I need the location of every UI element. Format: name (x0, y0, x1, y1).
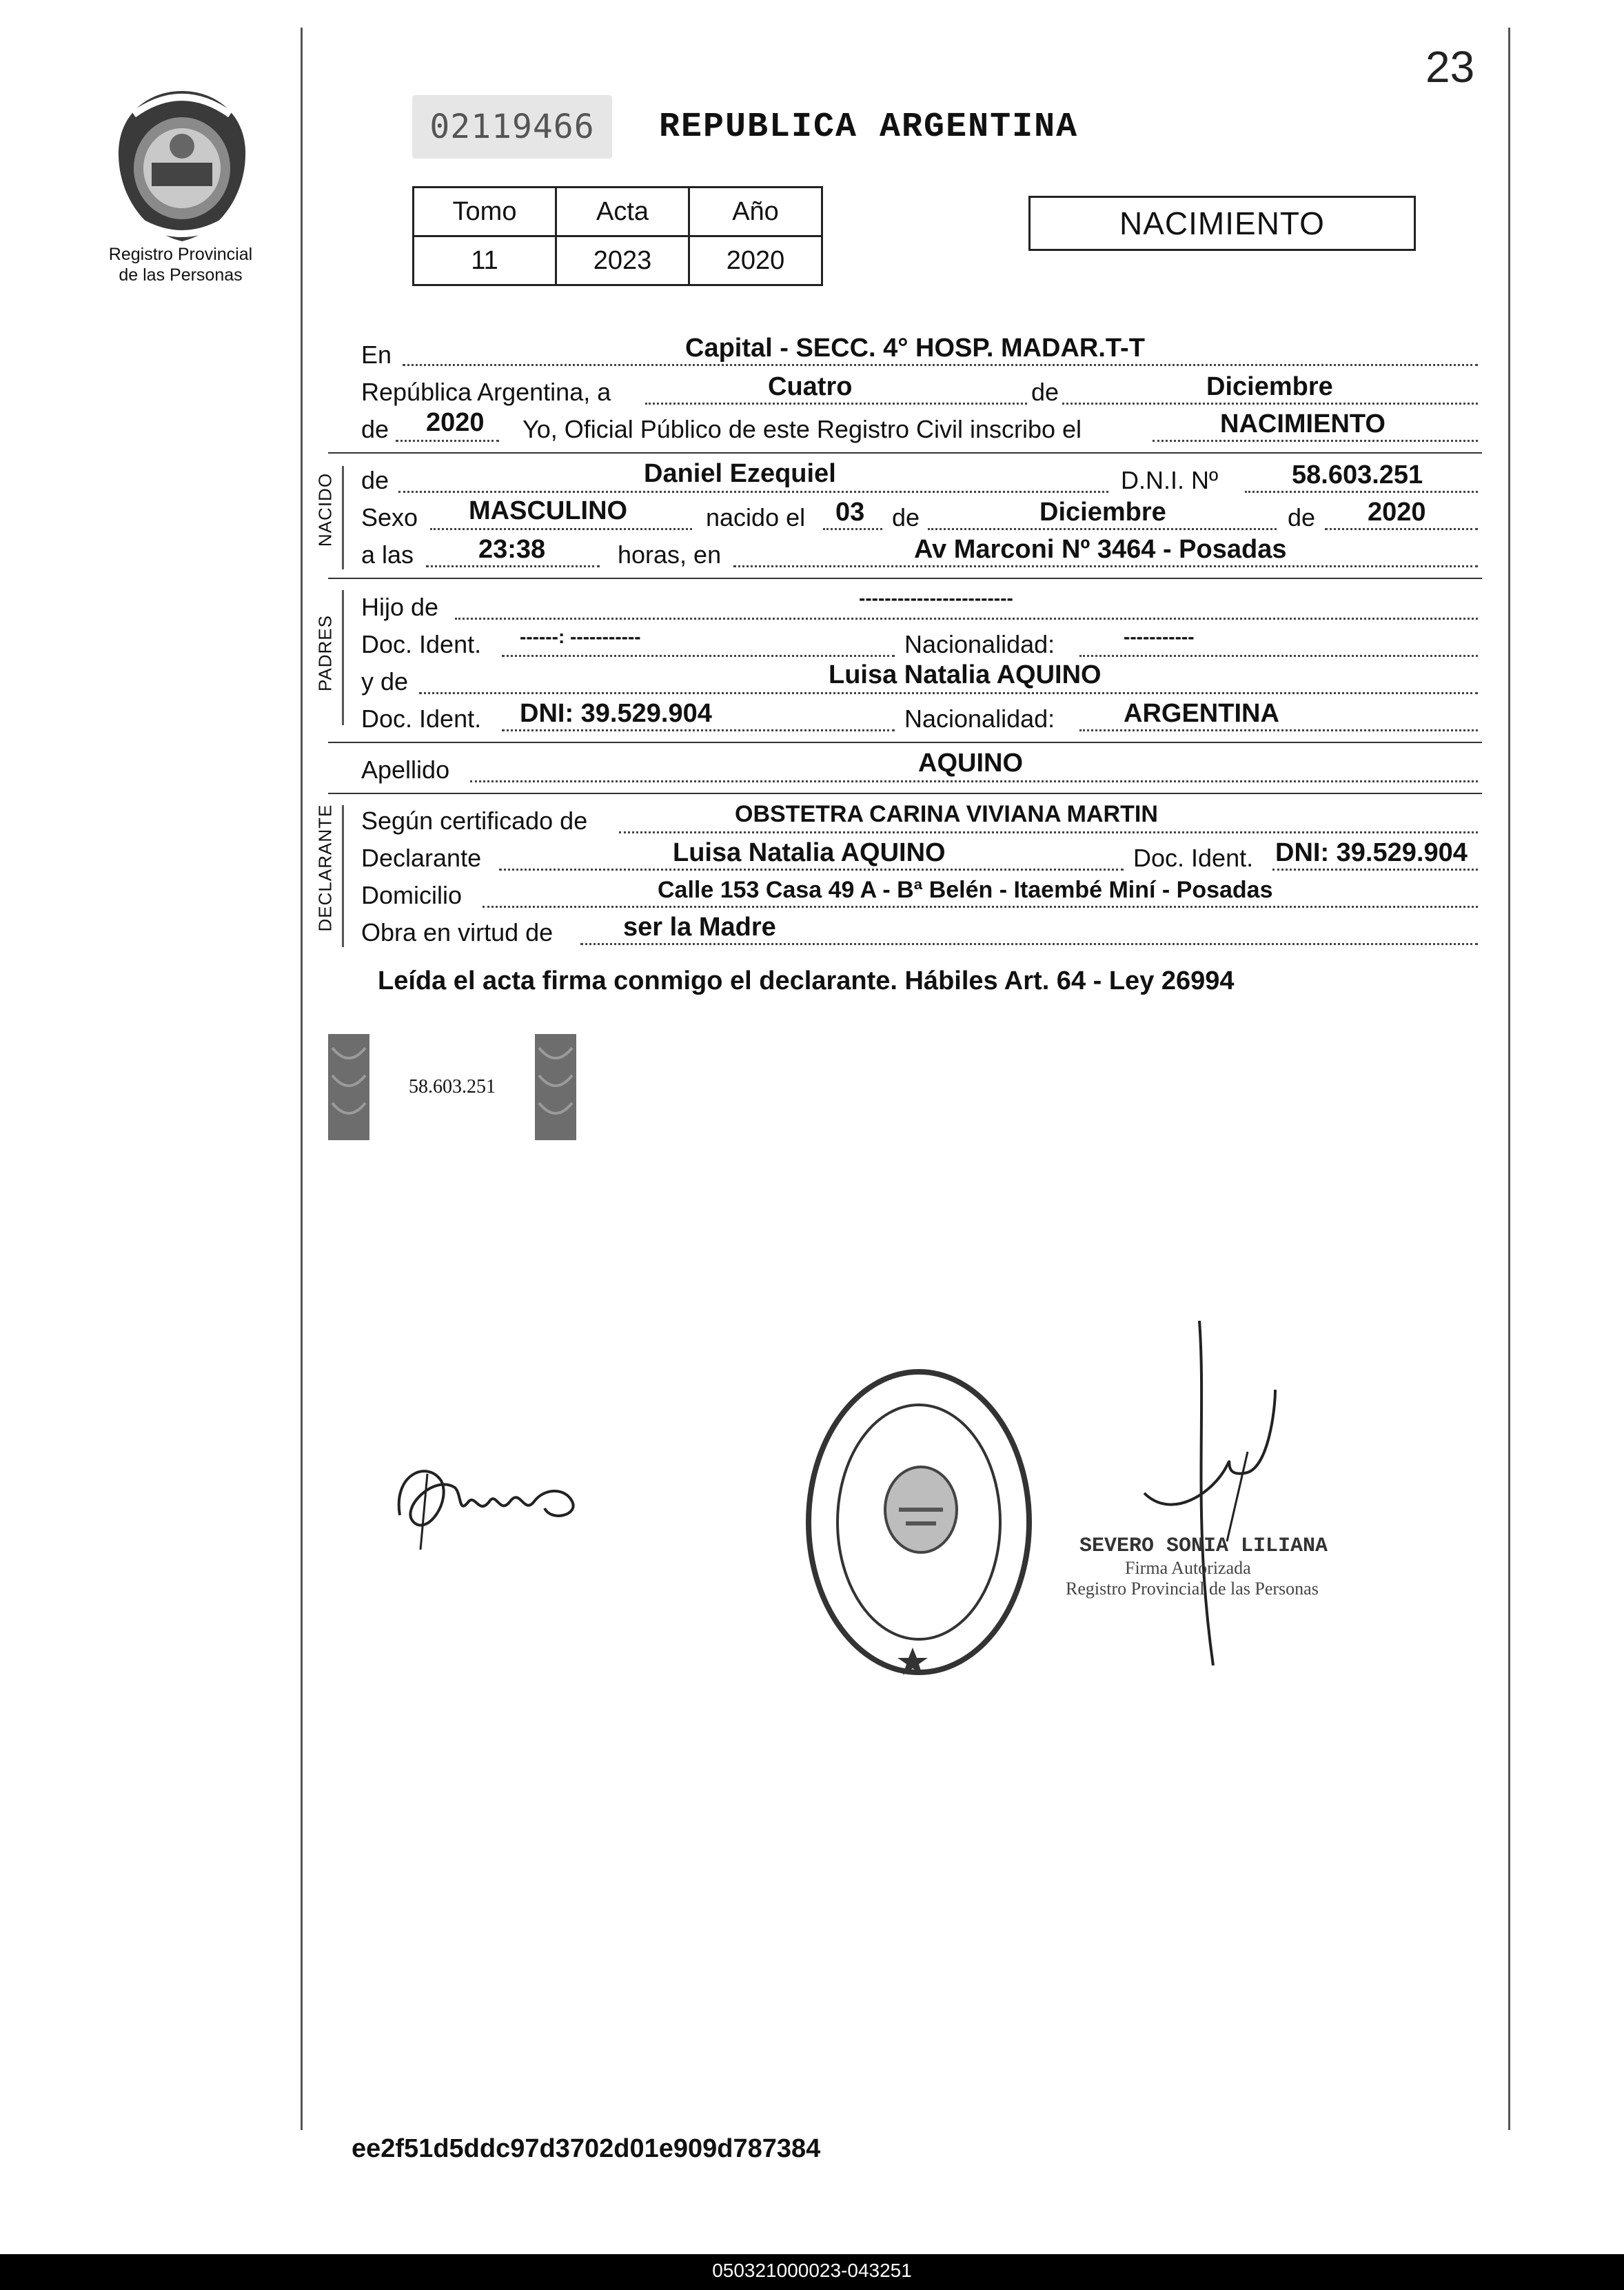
padres-nac2-label: Nacionalidad: (904, 705, 1055, 733)
register-header-tomo: Tomo (414, 188, 556, 236)
country-title: REPUBLICA ARGENTINA (659, 108, 1079, 147)
intro-year-value: 2020 (426, 408, 485, 437)
nacido-year-value: 2020 (1368, 498, 1426, 527)
nacido-day-dotline (823, 528, 882, 530)
section-label-nacido: NACIDO (314, 472, 336, 547)
padres-top-rule (328, 578, 1482, 579)
official-signature (1130, 1314, 1296, 1672)
nacido-sexo-label: Sexo (361, 503, 418, 531)
padres-doc1-dotline (502, 655, 895, 657)
nacido-sexo-value: MASCULINO (469, 496, 628, 525)
declarante-certificado-value: OBSTETRA CARINA VIVIANA MARTIN (735, 801, 1158, 827)
register-table-header-row (414, 188, 822, 236)
signer-title: Firma Autorizada (1125, 1558, 1251, 1578)
nacido-a-las-label: a las (361, 540, 414, 569)
declarante-obra-label: Obra en virtud de (361, 918, 554, 946)
padres-mother-value: Luisa Natalia AQUINO (829, 660, 1102, 689)
declarante-obra-value: ser la Madre (623, 913, 776, 942)
section-label-padres: PADRES (314, 615, 336, 691)
declarante-top-rule (328, 793, 1482, 794)
right-margin-line (1508, 28, 1510, 2130)
document-hash: ee2f51d5ddc97d3702d01e909d787384 (352, 2134, 821, 2163)
declarant-signature (386, 1432, 593, 1557)
register-value-acta: 2023 (556, 236, 689, 285)
padres-hijo-dotline (455, 618, 1478, 620)
declarante-bracket-line (342, 805, 344, 947)
nacido-top-rule (328, 452, 1482, 454)
nacido-bracket-line (342, 466, 344, 569)
register-header-anio: Año (689, 188, 822, 236)
declarante-doc-dotline (1272, 869, 1478, 871)
declarante-domicilio-value: Calle 153 Casa 49 A - Bª Belén - Itaembé Miní - Posadas (658, 877, 1273, 903)
padres-nac1-label: Nacionalidad: (904, 630, 1055, 658)
nacido-dni-value: 58.603.251 (1292, 460, 1423, 489)
intro-de-label: de (1028, 378, 1062, 407)
intro-en-dotline (403, 364, 1478, 366)
padres-doc2-dotline (502, 729, 895, 731)
apellido-dotline (470, 780, 1478, 782)
nacido-place-value: Av Marconi Nº 3464 - Posadas (914, 535, 1287, 564)
nacido-name-dotline (398, 491, 1108, 493)
nacido-month-value: Diciembre (1039, 498, 1166, 527)
padres-yde-label: y de (361, 667, 409, 696)
register-value-tomo: 11 (414, 236, 556, 285)
nacido-year-dotline (1325, 528, 1478, 530)
nacido-horas-label: horas, en (618, 540, 722, 569)
intro-month-value: Diciembre (1206, 372, 1333, 401)
official-seal (802, 1365, 1035, 1679)
nacido-time-value: 23:38 (478, 535, 546, 564)
left-margin-line (301, 28, 303, 2130)
declarante-declarante-label: Declarante (361, 844, 482, 872)
declarante-certificado-label: Según certificado de (361, 807, 588, 835)
nacido-dni-label: D.N.I. Nº (1121, 466, 1219, 494)
intro-en-value: Capital - SECC. 4° HOSP. MADAR.T-T (685, 334, 1145, 363)
padres-doc1-label: Doc. Ident. (361, 630, 482, 658)
padres-mother-dotline (419, 692, 1478, 694)
nacido-sexo-dotline (430, 528, 692, 530)
declarante-name-dotline (499, 869, 1124, 871)
declarante-certificado-dotline (619, 831, 1478, 833)
section-label-declarante: DECLARANTE (314, 804, 336, 932)
register-table (412, 186, 823, 286)
signer-name: SEVERO SONIA LILIANA (1079, 1534, 1328, 1558)
nacido-day-value: 03 (835, 498, 865, 527)
act-type-box: NACIMIENTO (1028, 196, 1416, 251)
register-value-anio: 2020 (689, 236, 822, 285)
register-table-value-row (414, 236, 822, 285)
intro-day-value: Cuatro (768, 372, 853, 401)
closing-statement: Leída el acta firma conmigo el declarante. Hábiles Art. 64 - Ley 26994 (378, 966, 1235, 995)
padres-hijo-label: Hijo de (361, 593, 439, 621)
registry-caption-line1: Registro Provincial (108, 245, 253, 264)
serial-number: 02119466 (412, 95, 612, 159)
intro-de2-label: de (361, 415, 389, 443)
nacido-nacido-el-label: nacido el (706, 503, 806, 531)
nacido-time-dotline (426, 565, 600, 567)
nacido-place-dotline (733, 565, 1478, 567)
padres-hijo-value: ------------------------ (859, 587, 1013, 609)
id-number-label (328, 1034, 576, 1140)
padres-nac1-value: ----------- (1124, 626, 1195, 647)
nacido-name-value: Daniel Ezequiel (644, 459, 836, 488)
intro-inscribo-dotline (1153, 440, 1478, 442)
registry-caption-line2: de las Personas (119, 265, 243, 285)
declarante-obra-dotline (580, 943, 1478, 945)
padres-nac2-dotline (1079, 729, 1478, 731)
register-header-acta: Acta (556, 188, 689, 236)
declarante-doc-label: Doc. Ident. (1133, 844, 1254, 872)
declarante-name-value: Luisa Natalia AQUINO (673, 838, 946, 867)
page-number: 23 (1425, 42, 1475, 92)
nacido-de-label-2: de (892, 503, 920, 531)
intro-inscribo-label: Yo, Oficial Público de este Registro Civil inscribo el (522, 415, 1082, 443)
footer-id: 050321000023-043251 (712, 2260, 912, 2281)
signer-block (1066, 1534, 1328, 1599)
registry-caption (83, 244, 278, 285)
padres-nac1-dotline (1079, 655, 1478, 657)
padres-doc2-value: DNI: 39.529.904 (520, 699, 712, 728)
padres-doc1-value: ------: ----------- (520, 626, 641, 647)
declarante-doc-value: DNI: 39.529.904 (1275, 838, 1468, 867)
nacido-month-dotline (928, 528, 1277, 530)
intro-republica-label: República Argentina, a (361, 378, 611, 406)
nacido-de-label: de (361, 466, 389, 494)
signer-office: Registro Provincial de las Personas (1066, 1579, 1319, 1599)
nacido-de-label-3: de (1288, 503, 1316, 531)
intro-en-label: En (361, 341, 392, 369)
apellido-top-rule (328, 742, 1482, 743)
registry-logo (113, 87, 251, 245)
declarante-domicilio-label: Domicilio (361, 881, 463, 909)
apellido-label: Apellido (361, 756, 450, 784)
intro-year-dotline (396, 440, 499, 442)
intro-inscribo-value: NACIMIENTO (1220, 409, 1386, 438)
id-label-number: 58.603.251 (409, 1076, 496, 1097)
padres-bracket-line (342, 590, 344, 725)
padres-nac2-value: ARGENTINA (1124, 699, 1279, 728)
declarante-domicilio-dotline (483, 906, 1478, 908)
apellido-value: AQUINO (918, 749, 1023, 778)
padres-doc2-label: Doc. Ident. (361, 705, 482, 733)
nacido-dni-dotline (1245, 491, 1478, 493)
